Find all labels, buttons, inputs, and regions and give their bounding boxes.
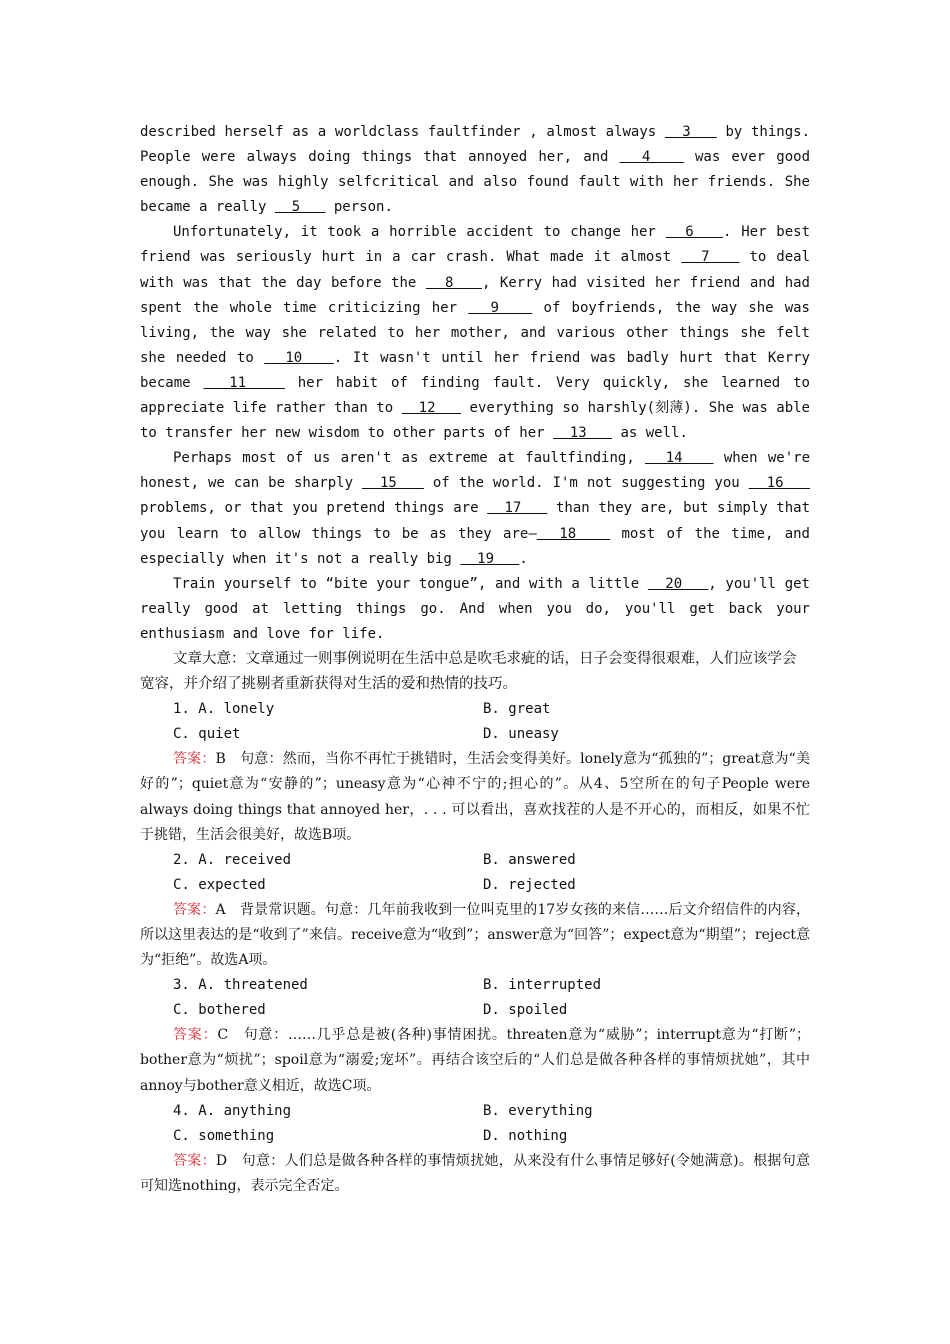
passage-paragraph: Train yourself to “bite your tongue”, and with a little 20 , you'll get really good at letting things go. And when you do, you'll get back your enthusiasm and love for life. (140, 575, 810, 642)
option-row (140, 973, 810, 998)
cloze-blank: 10 (264, 349, 334, 366)
cloze-blank: 9 (468, 299, 533, 316)
cloze-blank: 11 (203, 374, 285, 391)
answer-option: B. interrupted (483, 977, 602, 994)
cloze-blank: 7 (681, 249, 740, 266)
answer-option: D. rejected (483, 876, 576, 893)
answer-option: B. answered (483, 851, 576, 868)
answer-option: C. expected (173, 876, 266, 893)
option-row (140, 1124, 810, 1149)
answer-label: 答案： (173, 1152, 216, 1169)
question-block (140, 697, 810, 848)
question-block (140, 1099, 810, 1199)
answer-option: 3. A. threatened (173, 977, 308, 994)
question-block (140, 848, 810, 973)
cloze-blank: 13 (553, 425, 613, 442)
passage-paragraph: Perhaps most of us aren't as extreme at faultfinding, 14 when we're honest, we can be sharply 15 of the world. I'm not suggesting you 16 problems, or that you pretend things are 17 than they are, but simply that you learn to allow things to be as they are— 18 most of the time, and especially when it's not a really big 19 . (140, 450, 811, 567)
document-page (140, 120, 810, 1199)
cloze-blank: 8 (425, 274, 482, 291)
answer-option: B. great (483, 701, 551, 718)
answer-label: 答案： (173, 751, 216, 768)
answer-label: 答案： (173, 1027, 218, 1044)
cloze-blank: 19 (460, 550, 520, 567)
answer-option: D. uneasy (483, 726, 559, 743)
option-row (140, 697, 810, 722)
answer-option: B. everything (483, 1102, 593, 1119)
answer-explanation: 答案：B 句意：然而，当你不再忙于挑错时，生活会变得美好。lonely意为“孤独的”；great意为“美好的”；quiet意为“安静的”；uneasy意为“心神不宁的;担心的”。从4、5空所在的句子People were always doing things that annoyed her，. . . 可以看出，喜欢找茬的人是不开心的，而相反，如果不忙于挑错，生活会很美好，故选B项。 (140, 751, 811, 843)
cloze-blank: 17 (487, 500, 548, 517)
cloze-blank: 3 (664, 124, 717, 140)
cloze-blank: 20 (647, 575, 709, 592)
cloze-blank: 18 (536, 525, 611, 542)
answer-explanation: 答案：A 背景常识题。句意：几年前我收到一位叫克里的17岁女孩的来信……后文介绍信件的内容，所以这里表达的是“收到了”来信。receive意为“收到”；answer意为“回答”；expect意为“期望”；reject意为“拒绝”。故选A项。 (140, 901, 810, 969)
article-summary: 文章大意：文章通过一则事例说明在生活中总是吹毛求疵的话，日子会变得很艰难，人们应该学会宽容，并介绍了挑剔者重新获得对生活的爱和热情的技巧。 (140, 650, 797, 693)
option-row (140, 873, 810, 898)
option-row (140, 1099, 810, 1124)
answer-option: 2. A. received (173, 851, 292, 868)
option-row (140, 722, 810, 747)
answer-explanation: 答案：D 句意：人们总是做各种各样的事情烦扰她，从来没有什么事情足够好(令她满意)。根据句意可知选nothing，表示完全否定。 (140, 1152, 810, 1194)
passage-paragraph: Unfortunately, it took a horrible accident to change her 6 . Her best friend was seriously hurt in a car crash. What made it almost 7 to deal with was that the day before the 8 , Kerry had visited her friend and had spent the whole time criticizing her 9 of boyfriends, the way she was living, the way she related to her mother, and various other things she felt she needed to 10 . It wasn't until her friend was badly hurt that Kerry became 11 her habit of finding fault. Very quickly, she learned to appreciate life rather than to 12 everything so harshly(刻薄). She was able to transfer her new wisdom to other parts of her 13 as well. (140, 224, 810, 442)
answer-option: 4. A. anything (173, 1102, 292, 1119)
cloze-blank: 5 (274, 199, 326, 216)
cloze-blank: 16 (748, 475, 810, 492)
option-row (140, 848, 810, 873)
question-list (140, 697, 810, 1199)
cloze-blank: 15 (362, 475, 424, 492)
answer-option: 1. A. lonely (173, 701, 275, 718)
answer-option: C. bothered (173, 1002, 266, 1019)
question-block (140, 973, 810, 1098)
cloze-passage (140, 120, 810, 647)
answer-option: C. quiet (173, 726, 241, 743)
answer-option: C. something (173, 1127, 275, 1144)
cloze-blank: 12 (401, 400, 462, 417)
option-row (140, 998, 810, 1023)
answer-option: D. nothing (483, 1127, 568, 1144)
answer-label: 答案： (173, 901, 216, 918)
answer-option: D. spoiled (483, 1002, 568, 1019)
passage-paragraph: described herself as a worldclass faultfinder , almost always 3 by things. People were always doing things that annoyed her, and 4 was ever good enough. She was highly selfcritical and also found fault with her friends. She became a really 5 person. (140, 124, 810, 216)
cloze-blank: 4 (619, 149, 684, 166)
answer-explanation: 答案：C 句意：……几乎总是被(各种)事情困扰。threaten意为“威胁”；interrupt意为“打断”；bother意为“烦扰”；spoil意为“溺爱;宠坏”。再结合该空后的“人们总是做各种各样的事情烦扰她”，其中annoy与bother意义相近，故选C项。 (140, 1027, 810, 1094)
cloze-blank: 6 (665, 224, 723, 241)
cloze-blank: 14 (645, 450, 714, 467)
